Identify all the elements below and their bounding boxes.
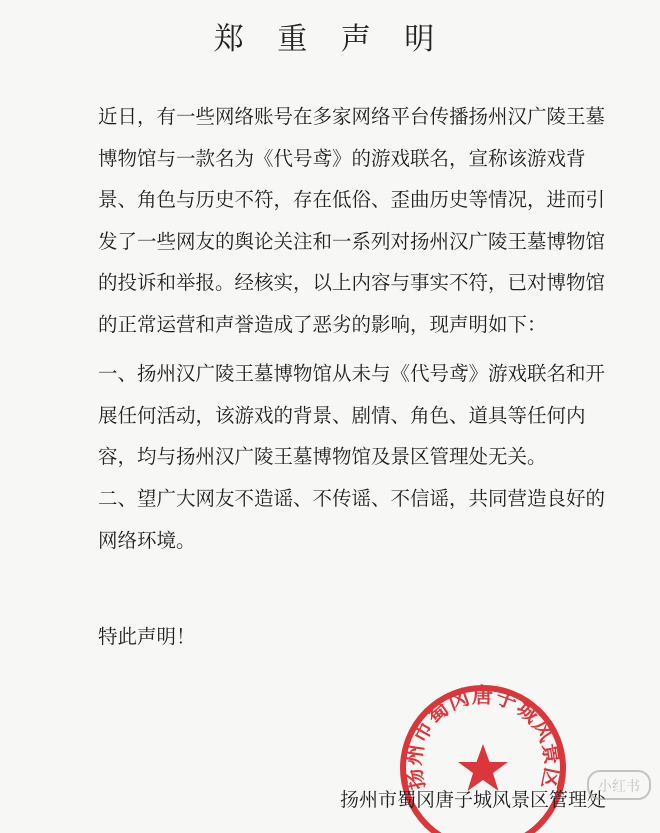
watermark-text: 小红书 bbox=[598, 779, 640, 795]
paragraph-intro bbox=[58, 96, 618, 345]
closing-line bbox=[58, 616, 618, 658]
paragraph-point-one-text: 一、扬州汉广陵王墓博物馆从未与《代号鸢》游戏联名和开展任何活动，该游戏的背景、剧情、角色、道具等任何内容，均与扬州汉广陵王墓博物馆及景区管理处无关。 bbox=[98, 362, 606, 468]
closing-text: 特此声明！ bbox=[98, 625, 196, 648]
issuer-signature: 扬州市蜀冈唐子城风景区管理处 bbox=[340, 789, 607, 811]
xiaohongshu-watermark bbox=[586, 765, 652, 805]
paragraph-point-one bbox=[58, 353, 618, 478]
seal-text: 扬州市蜀冈唐子城风景区 bbox=[400, 682, 566, 793]
paragraph-point-two bbox=[58, 478, 618, 561]
document-title: 郑 重 声 明 bbox=[213, 22, 447, 57]
seal-star-icon bbox=[458, 744, 508, 791]
paragraph-point-two-text: 二、望广大网友不造谣、不传谣、不信谣，共同营造良好的网络环境。 bbox=[98, 487, 606, 552]
paragraph-intro-text: 近日，有一些网络账号在多家网络平台传播扬州汉广陵王墓博物馆与一款名为《代号鸢》的游戏联名，宣称该游戏背景、角色与历史不符，存在低俗、歪曲历史等情况，进而引发了一些网友的舆论关注和一系列对扬州汉广陵王墓博物馆的投诉和举报。经核实，以上内容与事实不符，已对博物馆的正常运营和声誉造成了恶劣的影响，现声明如下： bbox=[98, 105, 606, 336]
